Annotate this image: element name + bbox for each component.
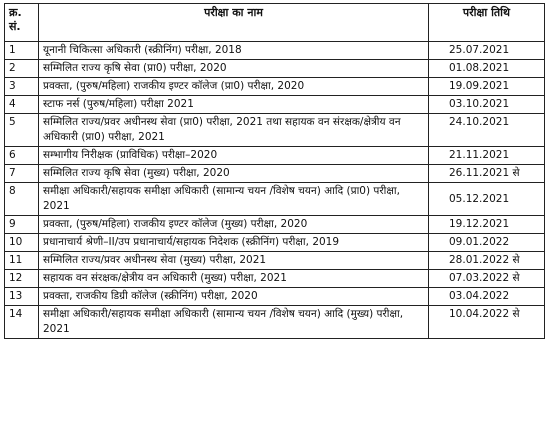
serial-number: 5 — [5, 114, 39, 147]
serial-number: 7 — [5, 165, 39, 183]
exam-date — [429, 96, 545, 114]
serial-number: 14 — [5, 306, 39, 339]
exam-name: समीक्षा अधिकारी/सहायक समीक्षा अधिकारी (सामान्य चयन /विशेष चयन) आदि (मुख्य) परीक्षा, 2021 — [39, 306, 429, 339]
exam-date-header: परीक्षा तिथि — [429, 4, 545, 42]
exam-date-text: 24.10.2021 — [449, 116, 510, 128]
table-row — [5, 114, 545, 147]
table-row — [5, 216, 545, 234]
serial-number: 11 — [5, 252, 39, 270]
table-row — [5, 147, 545, 165]
table-row — [5, 270, 545, 288]
exam-name: प्रवक्ता, (पुरुष/महिला) राजकीय इण्टर कॉलेज (मुख्य) परीक्षा, 2020 — [39, 216, 429, 234]
exam-date — [429, 60, 545, 78]
exam-name: प्रवक्ता, राजकीय डिग्री कॉलेज (स्क्रीनिंग) परीक्षा, 2020 — [39, 288, 429, 306]
exam-name: सम्मिलित राज्य कृषि सेवा (प्रा0) परीक्षा, 2020 — [39, 60, 429, 78]
serial-number: 3 — [5, 78, 39, 96]
exam-name: सम्मिलित राज्य/प्रवर अधीनस्थ सेवा (मुख्य) परीक्षा, 2021 — [39, 252, 429, 270]
exam-name: स्टाफ नर्स (पुरुष/महिला) परीक्षा 2021 — [39, 96, 429, 114]
exam-name: सम्मिलित राज्य कृषि सेवा (मुख्य) परीक्षा, 2020 — [39, 165, 429, 183]
table-row — [5, 252, 545, 270]
exam-date-text: 01.08.2021 — [449, 62, 510, 74]
serial-number: 9 — [5, 216, 39, 234]
exam-name: प्रवक्ता, (पुरुष/महिला) राजकीय इण्टर कॉलेज (प्रा0) परीक्षा, 2020 — [39, 78, 429, 96]
exam-date — [429, 78, 545, 96]
exam-date — [429, 252, 545, 270]
exam-date-text: 25.07.2021 — [449, 44, 510, 56]
exam-date-text: 19.12.2021 — [449, 218, 510, 230]
table-row — [5, 288, 545, 306]
table-row — [5, 234, 545, 252]
exam-date-text: 21.11.2021 — [449, 149, 510, 161]
table-row — [5, 165, 545, 183]
exam-name-header: परीक्षा का नाम — [39, 4, 429, 42]
exam-name: सम्मिलित राज्य/प्रवर अधीनस्थ सेवा (प्रा0) परीक्षा, 2021 तथा सहायक वन संरक्षक/क्षेत्रीय वन अधिकारी (प्रा0) परीक्षा, 2021 — [39, 114, 429, 147]
exam-date-text: 03.10.2021 — [449, 98, 510, 110]
exam-date — [429, 216, 545, 234]
exam-name: सम्भागीय निरीक्षक (प्राविधिक) परीक्षा–2020 — [39, 147, 429, 165]
exam-name: यूनानी चिकित्सा अधिकारी (स्क्रीनिंग) परीक्षा, 2018 — [39, 42, 429, 60]
table-row — [5, 78, 545, 96]
exam-schedule — [4, 3, 544, 339]
exam-date-text: 19.09.2021 — [449, 80, 510, 92]
serial-number: 13 — [5, 288, 39, 306]
exam-date — [429, 42, 545, 60]
exam-date — [429, 270, 545, 288]
serial-number: 12 — [5, 270, 39, 288]
exam-date-text: 05.12.2021 — [449, 192, 510, 205]
exam-date — [429, 234, 545, 252]
serial-number: 4 — [5, 96, 39, 114]
table-row — [5, 42, 545, 60]
table-row — [5, 60, 545, 78]
exam-date — [429, 306, 545, 339]
exam-date — [429, 165, 545, 183]
exam-date-text: 09.01.2022 — [449, 236, 510, 248]
serial-number: 6 — [5, 147, 39, 165]
table-row — [5, 96, 545, 114]
serial-number: 1 — [5, 42, 39, 60]
exam-date-text: 07.03.2022 से — [449, 272, 520, 284]
exam-date — [429, 147, 545, 165]
exam-date-text: 26.11.2021 से — [449, 167, 520, 179]
serial-number: 10 — [5, 234, 39, 252]
table-row — [5, 306, 545, 339]
exam-date-text: 28.01.2022 से — [449, 254, 520, 266]
serial-number: 2 — [5, 60, 39, 78]
exam-name: सहायक वन संरक्षक/क्षेत्रीय वन अधिकारी (मुख्य) परीक्षा, 2021 — [39, 270, 429, 288]
exam-date-text: 10.04.2022 से — [449, 308, 520, 320]
serial-number: 8 — [5, 183, 39, 216]
exam-date — [429, 114, 545, 147]
table-row — [5, 183, 545, 216]
exam-date — [429, 183, 545, 216]
exam-date-text: 03.04.2022 — [449, 290, 510, 302]
serial-header: क्र. सं. — [5, 4, 39, 42]
exam-name: समीक्षा अधिकारी/सहायक समीक्षा अधिकारी (सामान्य चयन /विशेष चयन) आदि (प्रा0) परीक्षा, 2021 — [39, 183, 429, 216]
table-header-row — [5, 4, 545, 42]
exam-name: प्रधानाचार्य श्रेणी–II/उप प्रधानाचार्य/सहायक निदेशक (स्क्रीनिंग) परीक्षा, 2019 — [39, 234, 429, 252]
exam-date — [429, 288, 545, 306]
exam-table — [4, 3, 545, 339]
